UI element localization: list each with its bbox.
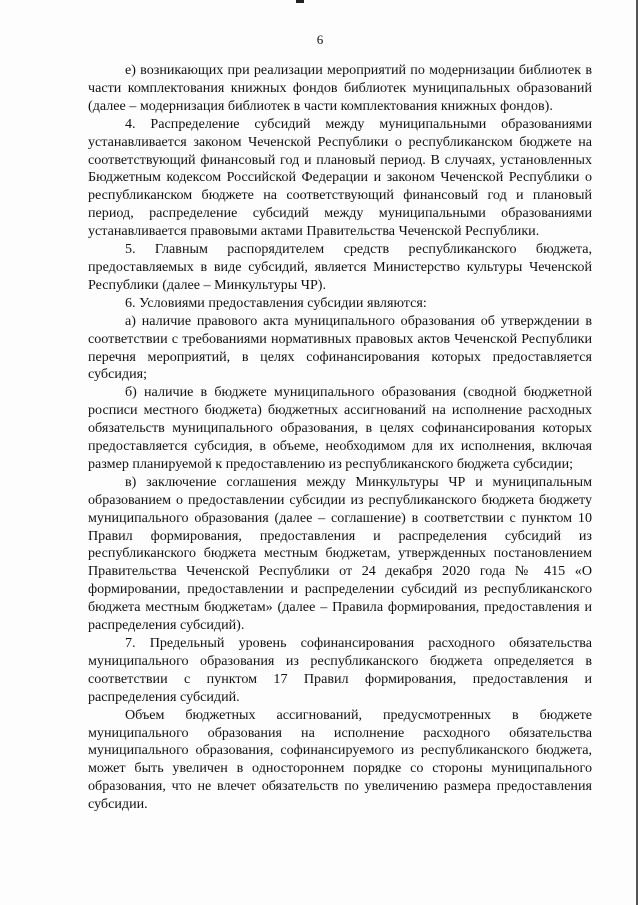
paragraph-6b: б) наличие в бюджете муниципального образования (сводной бюджетной росписи местного бюджета) бюджетных ассигнований на исполнение расходных обязательств муниципального образования, в целях софинансирования которых предоставляется субсидия, в объеме, необходимом для их исполнения, включая размер планируемой к предоставлению из республиканского бюджета субсидии; bbox=[88, 384, 592, 472]
document-body bbox=[88, 62, 592, 814]
scan-edge bbox=[636, 0, 638, 905]
page-number: 6 bbox=[316, 32, 324, 47]
paragraph-6v: в) заключение соглашения между Минкультуры ЧР и муниципальным образованием о предоставлении субсидии из республиканского бюджета бюджету муниципального образования (далее – соглашение) в соответствии с пунктом 10 Правил формирования, предоставления и распределения субсидий из республиканского бюджета местным бюджетам, утвержденных постановлением Правительства Чеченской Республики от 24 декабря 2020 года № 415 «О формировании, предоставлении и распределении субсидий из республиканского бюджета местным бюджетам» (далее – Правила формирования, предоставления и распределения субсидий). bbox=[88, 473, 592, 634]
scan-mark bbox=[296, 0, 304, 3]
paragraph-5: 5. Главным распорядителем средств республиканского бюджета, предоставляемых в виде субсидий, является Министерство культуры Чеченской Республики (далее – Минкультуры ЧР). bbox=[88, 241, 592, 293]
paragraph-7: 7. Предельный уровень софинансирования расходного обязательства муниципального образования из республиканского бюджета определяется в соответствии с пунктом 17 Правил формирования, предоставления и распределения субсидий. bbox=[88, 635, 592, 705]
paragraph-e: е) возникающих при реализации мероприятий по модернизации библиотек в части комплектования книжных фондов библиотек муниципальных образований (далее – модернизация библиотек в части комплектования книжных фондов). bbox=[88, 62, 592, 114]
paragraph-6a: а) наличие правового акта муниципального образования об утверждении в соответствии с требованиями нормативных правовых актов Чеченской Республики перечня мероприятий, в целях софинансирования которых предоставляется субсидия; bbox=[88, 312, 592, 383]
paragraph-volume: Объем бюджетных ассигнований, предусмотренных в бюджете муниципального образования на исполнение расходного обязательства муниципального образования, софинансируемого из республиканского бюджета, может быть увеличен в одностороннем порядке со стороны муниципального образования, что не влечет обязательств по увеличению размера предоставления субсидии. bbox=[88, 706, 592, 813]
paragraph-6: 6. Условиями предоставления субсидии являются: bbox=[125, 294, 427, 311]
paragraph-4: 4. Распределение субсидий между муниципальными образованиями устанавливается законом Чеченской Республики о республиканском бюджете на соответствующий финансовый год и плановый период. В случаях, установленных Бюджетным кодексом Российской Федерации и законом Чеченской Республики о республиканском бюджете на соответствующий финансовый год и плановый период, распределение субсидий между муниципальными образованиями устанавливается правовыми актами Правительства Чеченской Республики. bbox=[88, 115, 592, 240]
